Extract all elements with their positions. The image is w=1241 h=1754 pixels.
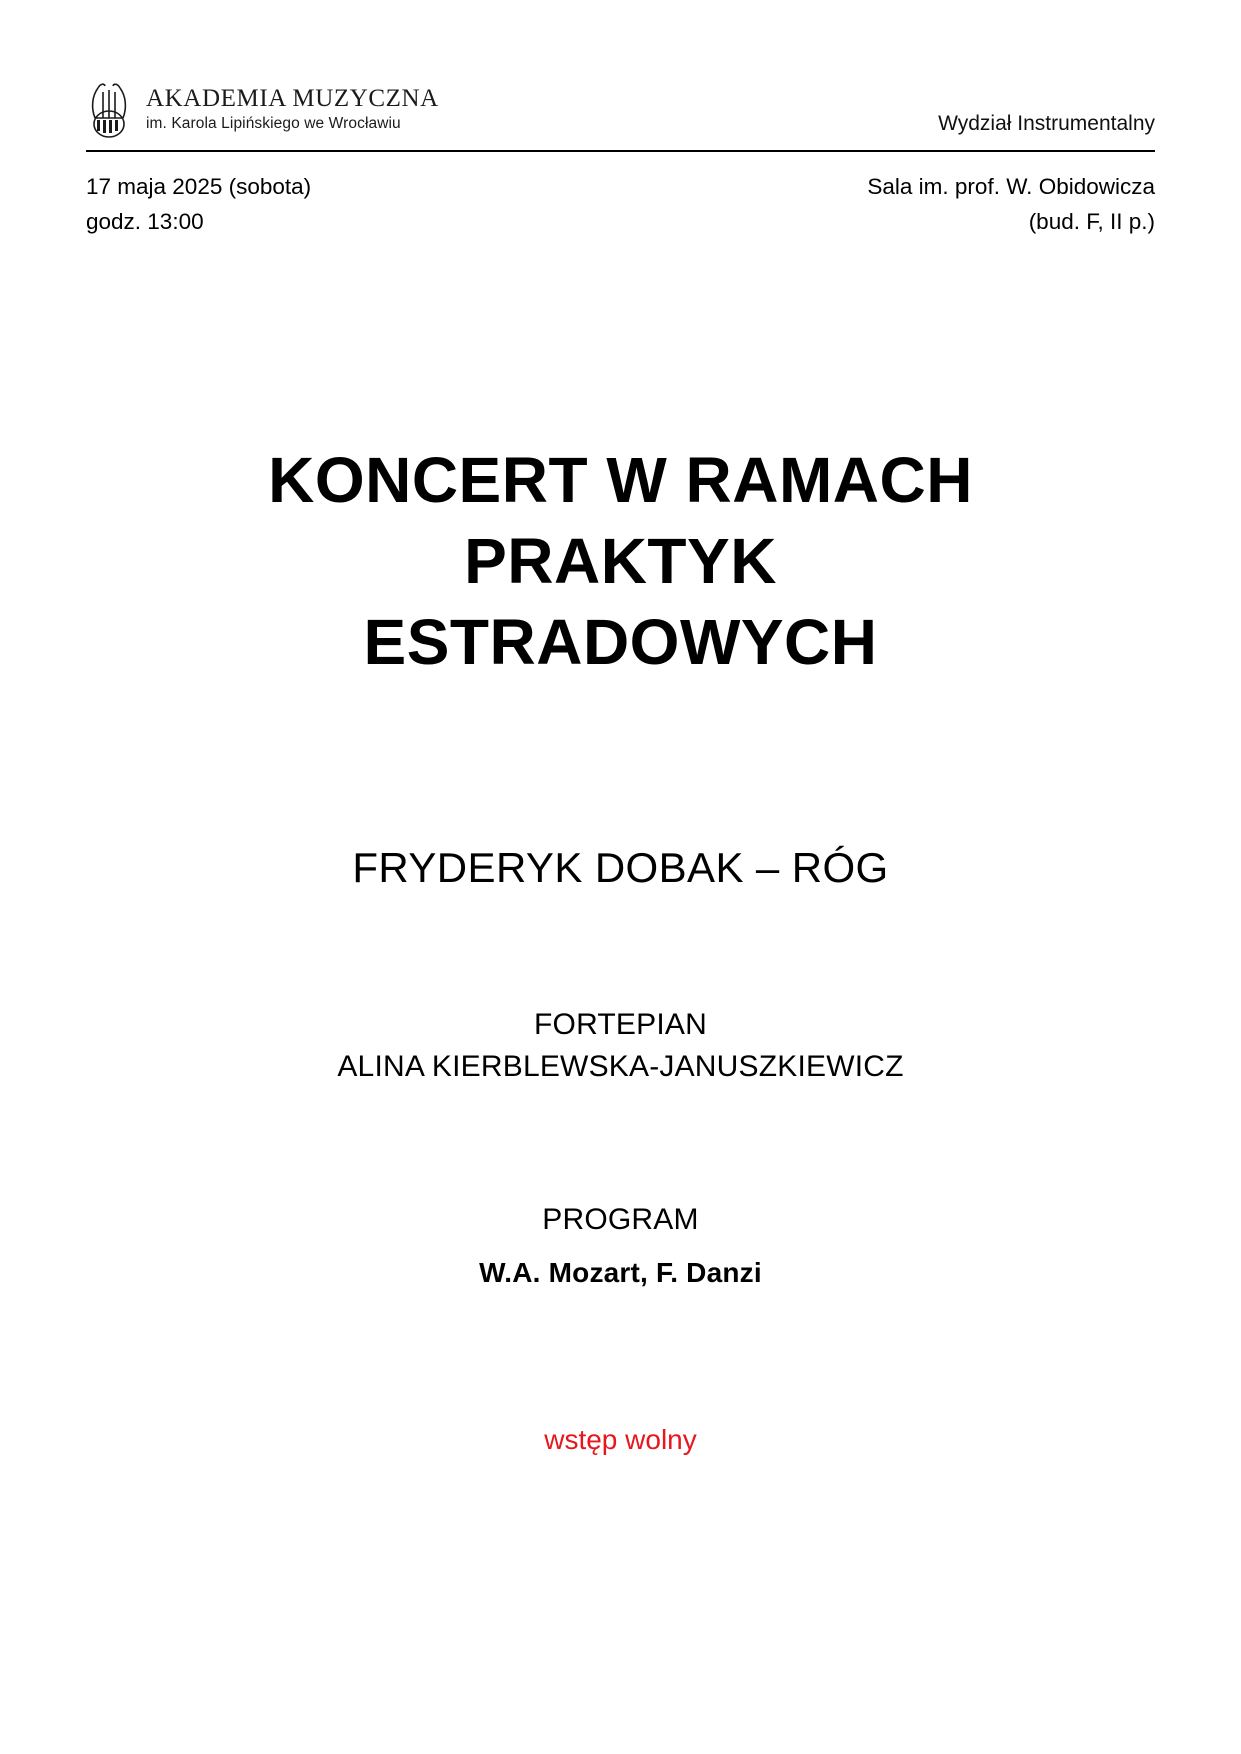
- academy-name: AKADEMIA MUZYCZNA: [146, 84, 439, 112]
- event-date: 17 maja 2025 (sobota): [86, 174, 312, 199]
- venue-detail: (bud. F, II p.): [1028, 208, 1155, 234]
- faculty-label: Wydział Instrumentalny: [938, 112, 1155, 135]
- accompanist-block: [86, 1004, 1155, 1089]
- venue-name: Sala im. prof. W. Obidowicza: [867, 174, 1155, 199]
- header-divider: [86, 150, 1155, 152]
- poster-header: [86, 0, 1155, 140]
- admission-note: wstęp wolny: [544, 1423, 697, 1455]
- concert-title: [86, 440, 1155, 684]
- program-block: [86, 1197, 1155, 1294]
- academy-name-block: [146, 85, 439, 134]
- accompanist-name: ALINA KIERBLEWSKA-JANUSZKIEWICZ: [337, 1050, 904, 1084]
- poster-content: [86, 440, 1155, 1456]
- event-location: [867, 170, 1155, 240]
- event-time: godz. 13:00: [86, 208, 204, 234]
- program-label: PROGRAM: [542, 1202, 699, 1236]
- performer-name: FRYDERYK DOBAK – RÓG: [352, 843, 889, 891]
- academy-branding: [86, 78, 439, 140]
- concert-title-line-2: PRAKTYK: [464, 525, 777, 598]
- concert-title-line-1: KONCERT W RAMACH: [268, 443, 973, 516]
- concert-title-line-3: ESTRADOWYCH: [363, 606, 878, 679]
- program-works: W.A. Mozart, F. Danzi: [479, 1256, 762, 1288]
- event-meta: [86, 170, 1155, 240]
- event-datetime: [86, 170, 311, 240]
- lyre-icon: [86, 78, 132, 140]
- accompanist-role: FORTEPIAN: [534, 1007, 707, 1041]
- academy-subtitle: im. Karola Lipińskiego we Wrocławiu: [146, 115, 401, 133]
